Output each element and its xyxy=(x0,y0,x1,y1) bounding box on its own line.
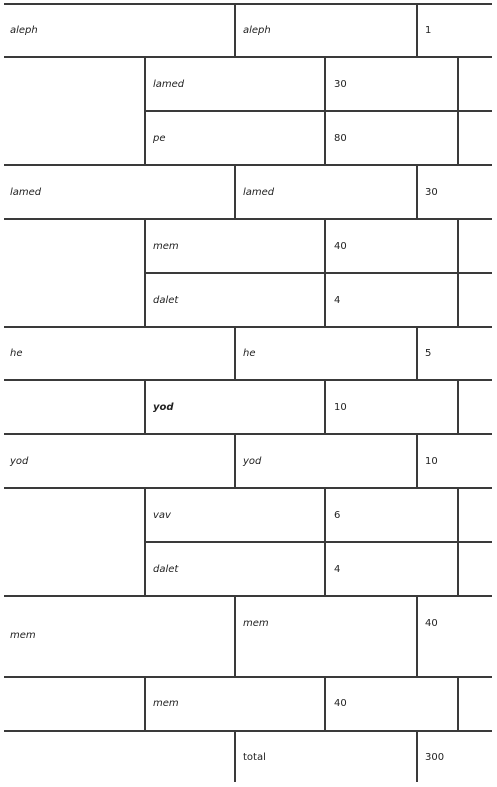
column-border xyxy=(457,56,459,165)
letter-name-cell: dalet xyxy=(153,564,179,575)
word-value-cell: 30 xyxy=(425,187,438,198)
word-name-cell: aleph xyxy=(10,25,38,36)
letter-value-cell: 40 xyxy=(334,241,347,252)
letter-name-cell: lamed xyxy=(153,79,185,90)
letter-name-cell: yod xyxy=(153,402,174,413)
letter-value-cell: 4 xyxy=(334,295,341,306)
word-repeat-cell: lamed xyxy=(243,187,275,198)
column-border xyxy=(234,326,236,380)
column-border xyxy=(234,433,236,488)
total-value: 300 xyxy=(425,752,445,763)
row-border xyxy=(4,676,492,678)
column-border xyxy=(234,164,236,219)
column-border xyxy=(457,676,459,731)
column-border xyxy=(324,487,326,596)
column-border xyxy=(144,676,146,731)
word-value-cell: 40 xyxy=(425,618,438,629)
column-border xyxy=(234,3,236,57)
row-border xyxy=(144,541,492,543)
total-label: total xyxy=(243,752,266,763)
column-border xyxy=(416,3,418,57)
row-border xyxy=(144,110,492,112)
letter-value-cell: 10 xyxy=(334,402,347,413)
column-border xyxy=(324,676,326,731)
word-value-cell: 1 xyxy=(425,25,432,36)
column-border xyxy=(457,218,459,327)
word-name-cell: yod xyxy=(10,456,29,467)
row-border xyxy=(4,487,492,489)
row-border xyxy=(4,730,492,732)
column-border xyxy=(144,379,146,434)
row-border xyxy=(4,433,492,435)
letter-value-cell: 6 xyxy=(334,510,341,521)
row-border xyxy=(4,326,492,328)
word-repeat-cell: mem xyxy=(243,618,269,629)
word-repeat-cell: aleph xyxy=(243,25,271,36)
word-repeat-cell: he xyxy=(243,348,256,359)
column-border xyxy=(416,326,418,380)
row-border xyxy=(144,272,492,274)
column-border xyxy=(416,730,418,782)
row-border xyxy=(4,164,492,166)
row-border xyxy=(4,379,492,381)
column-border xyxy=(234,730,236,782)
column-border xyxy=(324,56,326,165)
word-name-cell: mem xyxy=(10,630,36,641)
letter-name-cell: mem xyxy=(153,241,179,252)
letter-name-cell: pe xyxy=(153,133,166,144)
word-repeat-cell: yod xyxy=(243,456,262,467)
word-value-cell: 10 xyxy=(425,456,438,467)
column-border xyxy=(416,595,418,677)
column-border xyxy=(324,218,326,327)
column-border xyxy=(144,218,146,327)
column-border xyxy=(457,487,459,596)
word-name-cell: lamed xyxy=(10,187,42,198)
word-value-cell: 5 xyxy=(425,348,432,359)
letter-value-cell: 40 xyxy=(334,698,347,709)
row-border xyxy=(4,56,492,58)
column-border xyxy=(234,595,236,677)
row-border xyxy=(4,595,492,597)
letter-name-cell: vav xyxy=(153,510,171,521)
column-border xyxy=(416,164,418,219)
row-border xyxy=(4,3,492,5)
letter-value-cell: 80 xyxy=(334,133,347,144)
letter-value-cell: 30 xyxy=(334,79,347,90)
column-border xyxy=(416,433,418,488)
letter-name-cell: dalet xyxy=(153,295,179,306)
row-border xyxy=(4,218,492,220)
column-border xyxy=(324,379,326,434)
letter-value-cell: 4 xyxy=(334,564,341,575)
column-border xyxy=(144,56,146,165)
letter-name-cell: mem xyxy=(153,698,179,709)
column-border xyxy=(457,379,459,434)
column-border xyxy=(144,487,146,596)
word-name-cell: he xyxy=(10,348,23,359)
